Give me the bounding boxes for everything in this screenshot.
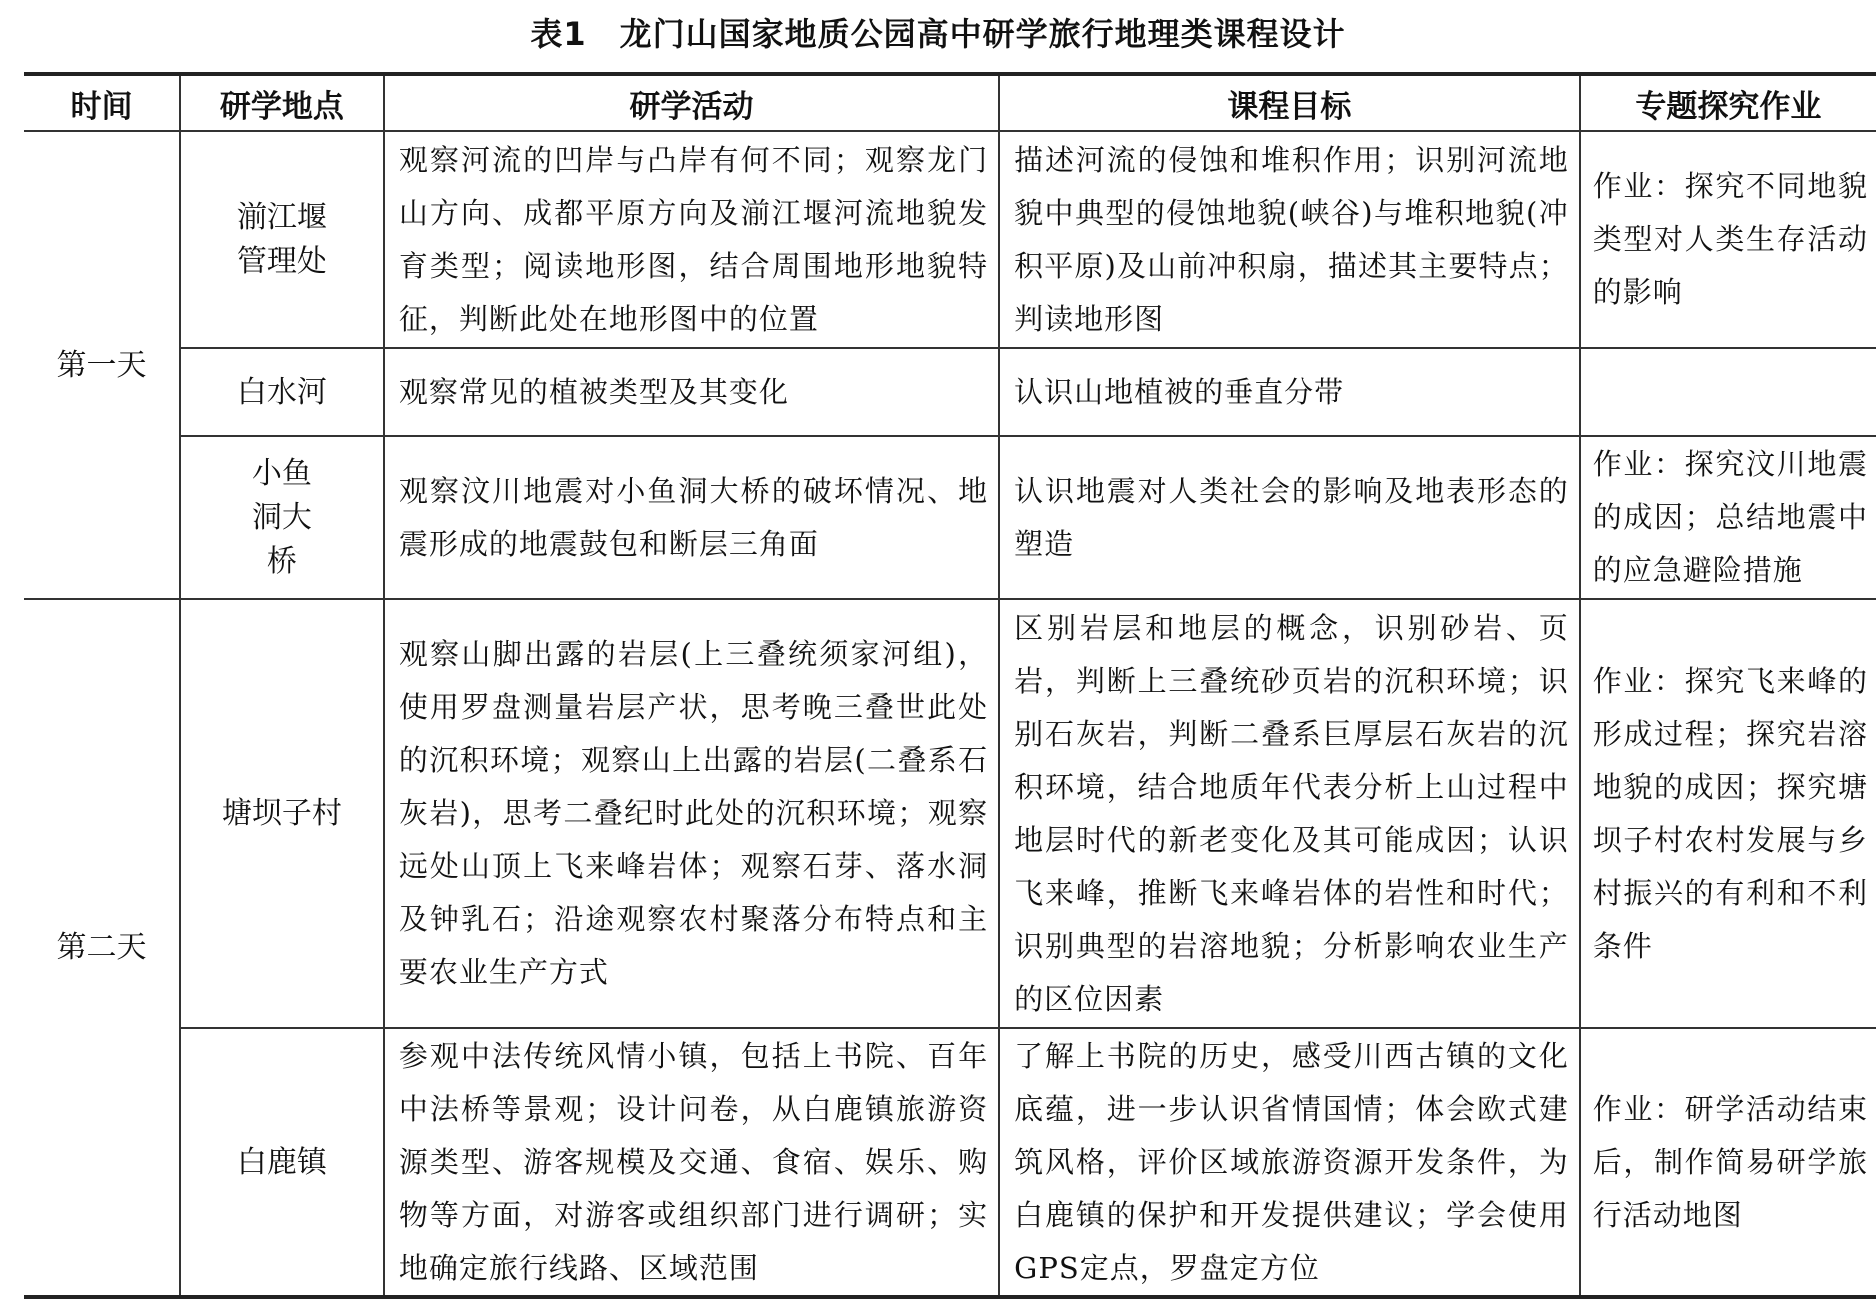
table-row bbox=[24, 436, 1876, 599]
goal-cell: 了解上书院的历史，感受川西古镇的文化底蕴，进一步认识省情国情；体会欧式建筑风格，评价区域旅游资源开发条件，为白鹿镇的保护和开发提供建议；学会使用GPS定点，罗盘定方位 bbox=[999, 1028, 1580, 1297]
activity-cell: 观察常见的植被类型及其变化 bbox=[384, 348, 999, 436]
table-row bbox=[24, 1028, 1876, 1297]
place-text: 小鱼洞大桥 bbox=[251, 455, 312, 579]
day-cell: 第二天 bbox=[24, 599, 180, 1297]
table-row bbox=[24, 131, 1876, 348]
goal-cell: 区别岩层和地层的概念，识别砂岩、页岩，判断上三叠统砂页岩的沉积环境；识别石灰岩，判断二叠系巨厚层石灰岩的沉积环境，结合地质年代表分析上山过程中地层时代的新老变化及其可能成因；认识飞来峰，推断飞来峰岩体的岩性和时代；识别典型的岩溶地貌；分析影响农业生产的区位因素 bbox=[999, 599, 1580, 1028]
header-homework: 专题探究作业 bbox=[1580, 74, 1876, 131]
activity-cell: 观察山脚出露的岩层(上三叠统须家河组)，使用罗盘测量岩层产状，思考晚三叠世此处的沉积环境；观察山上出露的岩层(二叠系石灰岩)，思考二叠纪时此处的沉积环境；观察远处山顶上飞来峰岩体；观察石芽、落水洞及钟乳石；沿途观察农村聚落分布特点和主要农业生产方式 bbox=[384, 599, 999, 1028]
header-place: 研学地点 bbox=[180, 74, 384, 131]
header-goal: 课程目标 bbox=[999, 74, 1580, 131]
table-title: 表1 龙门山国家地质公园高中研学旅行地理类课程设计 bbox=[530, 15, 1346, 53]
header-time: 时间 bbox=[24, 74, 180, 131]
place-text: 湔江堰管理处 bbox=[236, 199, 327, 279]
header-activity: 研学活动 bbox=[384, 74, 999, 131]
homework-cell bbox=[1580, 348, 1876, 436]
goal-cell: 认识地震对人类社会的影响及地表形态的塑造 bbox=[999, 436, 1580, 599]
day-cell: 第一天 bbox=[24, 131, 180, 599]
header-row bbox=[24, 74, 1876, 131]
table-row bbox=[24, 599, 1876, 1028]
activity-cell: 观察河流的凹岸与凸岸有何不同；观察龙门山方向、成都平原方向及湔江堰河流地貌发育类型；阅读地形图，结合周围地形地貌特征，判断此处在地形图中的位置 bbox=[384, 131, 999, 348]
homework-cell: 作业：探究汶川地震的成因；总结地震中的应急避险措施 bbox=[1580, 436, 1876, 599]
activity-cell: 参观中法传统风情小镇，包括上书院、百年中法桥等景观；设计问卷，从白鹿镇旅游资源类型、游客规模及交通、食宿、娱乐、购物等方面，对游客或组织部门进行调研；实地确定旅行线路、区域范围 bbox=[384, 1028, 999, 1297]
place-cell: 塘坝子村 bbox=[180, 599, 384, 1028]
goal-cell: 认识山地植被的垂直分带 bbox=[999, 348, 1580, 436]
place-cell bbox=[180, 436, 384, 599]
homework-cell: 作业：探究不同地貌类型对人类生存活动的影响 bbox=[1580, 131, 1876, 348]
homework-cell: 作业：探究飞来峰的形成过程；探究岩溶地貌的成因；探究塘坝子村农村发展与乡村振兴的有利和不利条件 bbox=[1580, 599, 1876, 1028]
homework-cell: 作业：研学活动结束后，制作简易研学旅行活动地图 bbox=[1580, 1028, 1876, 1297]
place-cell: 白水河 bbox=[180, 348, 384, 436]
goal-cell: 描述河流的侵蚀和堆积作用；识别河流地貌中典型的侵蚀地貌(峡谷)与堆积地貌(冲积平原)及山前冲积扇，描述其主要特点；判读地形图 bbox=[999, 131, 1580, 348]
place-cell: 白鹿镇 bbox=[180, 1028, 384, 1297]
table-row bbox=[24, 348, 1876, 436]
activity-cell: 观察汶川地震对小鱼洞大桥的破坏情况、地震形成的地震鼓包和断层三角面 bbox=[384, 436, 999, 599]
place-cell bbox=[180, 131, 384, 348]
course-design-table bbox=[24, 72, 1876, 1299]
